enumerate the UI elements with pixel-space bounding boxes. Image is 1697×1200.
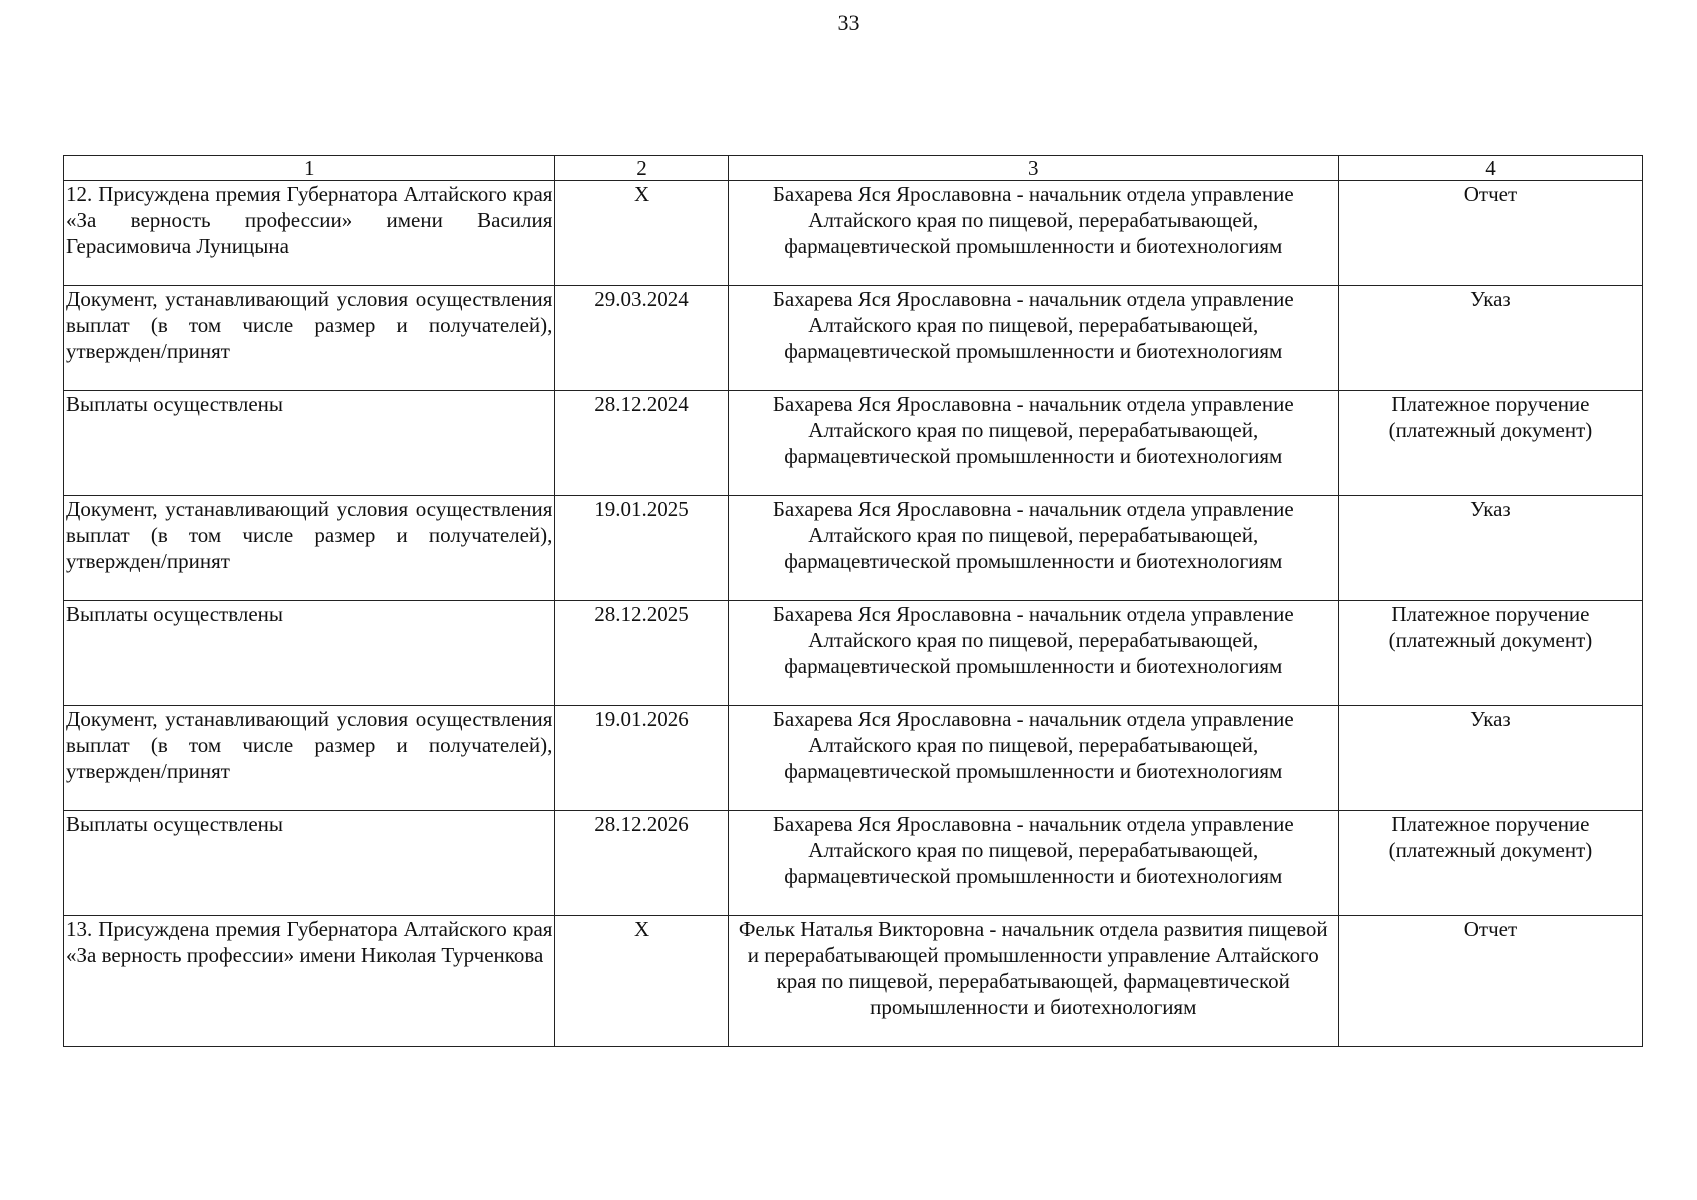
date-cell: 28.12.2026 (555, 811, 728, 916)
document-cell: Указ (1338, 496, 1642, 601)
date-cell: 19.01.2026 (555, 706, 728, 811)
responsible-cell: Фельк Наталья Викторовна - начальник отдела развития пищевой и перерабатывающей промышленности управление Алтайского края по пищевой, перерабатывающей, фармацевтической промышленности и биотехнологиям (728, 916, 1338, 1047)
event-cell: 12. Присуждена премия Губернатора Алтайского края «За верность профессии» имени Василия Герасимовича Луницына (64, 181, 555, 286)
document-cell: Указ (1338, 286, 1642, 391)
control-points-table (63, 155, 1643, 1047)
date-cell: 28.12.2025 (555, 601, 728, 706)
document-cell: Платежное поручение (платежный документ) (1338, 811, 1642, 916)
table-row (64, 706, 1643, 811)
column-header: 4 (1338, 156, 1642, 181)
event-cell: 13. Присуждена премия Губернатора Алтайского края «За верность профессии» имени Николая Турченкова (64, 916, 555, 1047)
table-row (64, 916, 1643, 1047)
responsible-cell: Бахарева Яся Ярославовна - начальник отдела управление Алтайского края по пищевой, перерабатывающей, фармацевтической промышленности и биотехнологиям (728, 286, 1338, 391)
column-header: 1 (64, 156, 555, 181)
document-cell: Платежное поручение (платежный документ) (1338, 391, 1642, 496)
table-row (64, 496, 1643, 601)
date-cell: X (555, 181, 728, 286)
event-cell: Выплаты осуществлены (64, 601, 555, 706)
date-cell: 29.03.2024 (555, 286, 728, 391)
event-cell: Выплаты осуществлены (64, 391, 555, 496)
date-cell: X (555, 916, 728, 1047)
page-number: 33 (837, 10, 860, 35)
event-cell: Выплаты осуществлены (64, 811, 555, 916)
table-row (64, 286, 1643, 391)
event-cell: Документ, устанавливающий условия осуществления выплат (в том числе размер и получателей), утвержден/принят (64, 286, 555, 391)
responsible-cell: Бахарева Яся Ярославовна - начальник отдела управление Алтайского края по пищевой, перерабатывающей, фармацевтической промышленности и биотехнологиям (728, 706, 1338, 811)
responsible-cell: Бахарева Яся Ярославовна - начальник отдела управление Алтайского края по пищевой, перерабатывающей, фармацевтической промышленности и биотехнологиям (728, 811, 1338, 916)
column-header: 3 (728, 156, 1338, 181)
responsible-cell: Бахарева Яся Ярославовна - начальник отдела управление Алтайского края по пищевой, перерабатывающей, фармацевтической промышленности и биотехнологиям (728, 391, 1338, 496)
responsible-cell: Бахарева Яся Ярославовна - начальник отдела управление Алтайского края по пищевой, перерабатывающей, фармацевтической промышленности и биотехнологиям (728, 601, 1338, 706)
event-cell: Документ, устанавливающий условия осуществления выплат (в том числе размер и получателей), утвержден/принят (64, 706, 555, 811)
document-cell: Указ (1338, 706, 1642, 811)
document-cell: Отчет (1338, 181, 1642, 286)
table-row (64, 391, 1643, 496)
date-cell: 28.12.2024 (555, 391, 728, 496)
table-row (64, 811, 1643, 916)
table-header-row (64, 156, 1643, 181)
document-cell: Платежное поручение (платежный документ) (1338, 601, 1642, 706)
date-cell: 19.01.2025 (555, 496, 728, 601)
event-cell: Документ, устанавливающий условия осуществления выплат (в том числе размер и получателей), утвержден/принят (64, 496, 555, 601)
column-header: 2 (555, 156, 728, 181)
responsible-cell: Бахарева Яся Ярославовна - начальник отдела управление Алтайского края по пищевой, перерабатывающей, фармацевтической промышленности и биотехнологиям (728, 181, 1338, 286)
table-row (64, 181, 1643, 286)
document-cell: Отчет (1338, 916, 1642, 1047)
responsible-cell: Бахарева Яся Ярославовна - начальник отдела управление Алтайского края по пищевой, перерабатывающей, фармацевтической промышленности и биотехнологиям (728, 496, 1338, 601)
table-row (64, 601, 1643, 706)
